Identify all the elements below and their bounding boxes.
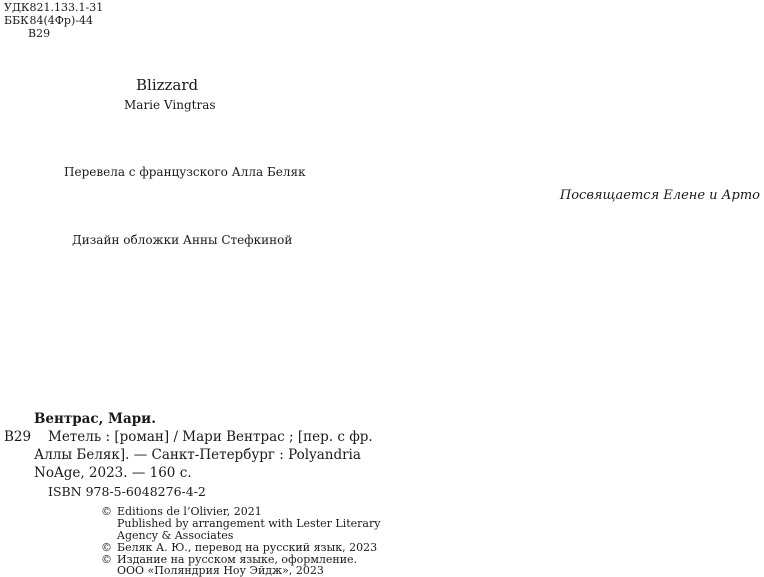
udk-row [4,1,103,14]
copyright-symbol: © [101,553,112,566]
copyright-text: Published by arrangement with Lester Literary [117,517,381,530]
cover-design-credit: Дизайн обложки Анны Стефкиной [72,233,293,247]
copyright-line [101,565,324,577]
copyright-text: Беляк А. Ю., перевод на русский язык, 2023 [117,541,378,554]
record-line-1: Метель : [роман] / Мари Вентрас ; [пер. с фр. [48,429,373,445]
translator-credit: Перевела с французского Алла Беляк [64,165,306,179]
record-code: В29 [4,429,32,445]
dedication: Посвящается Елене и Арто [559,188,760,203]
bbk-label: ББК [4,14,29,27]
original-title: Blizzard [136,76,199,94]
author-heading: Вентрас, Мари. [34,411,156,427]
author-mark: В29 [28,27,51,40]
copyright-text: Agency & Associates [117,529,234,542]
original-author: Marie Vingtras [124,98,216,112]
bbk-code: 84(4Фр)-44 [29,14,93,27]
udk-code: 821.133.1-31 [29,1,104,14]
copyright-text: Издание на русском языке, оформление. [117,553,358,566]
record-line-3: NoAge, 2023. — 160 с. [34,465,192,481]
copyright-symbol: © [101,541,112,554]
copyright-symbol: © [101,505,112,518]
copyright-text: Editions de l’Olivier, 2021 [117,505,262,518]
bbk-row [4,14,93,27]
udk-label: УДК [4,1,30,14]
record-line-2: Аллы Беляк]. — Санкт-Петербург : Polyandria [34,447,361,463]
copyright-text: ООО «Поляндрия Ноу Эйдж», 2023 [117,564,324,577]
isbn: ISBN 978-5-6048276-4-2 [48,484,206,499]
